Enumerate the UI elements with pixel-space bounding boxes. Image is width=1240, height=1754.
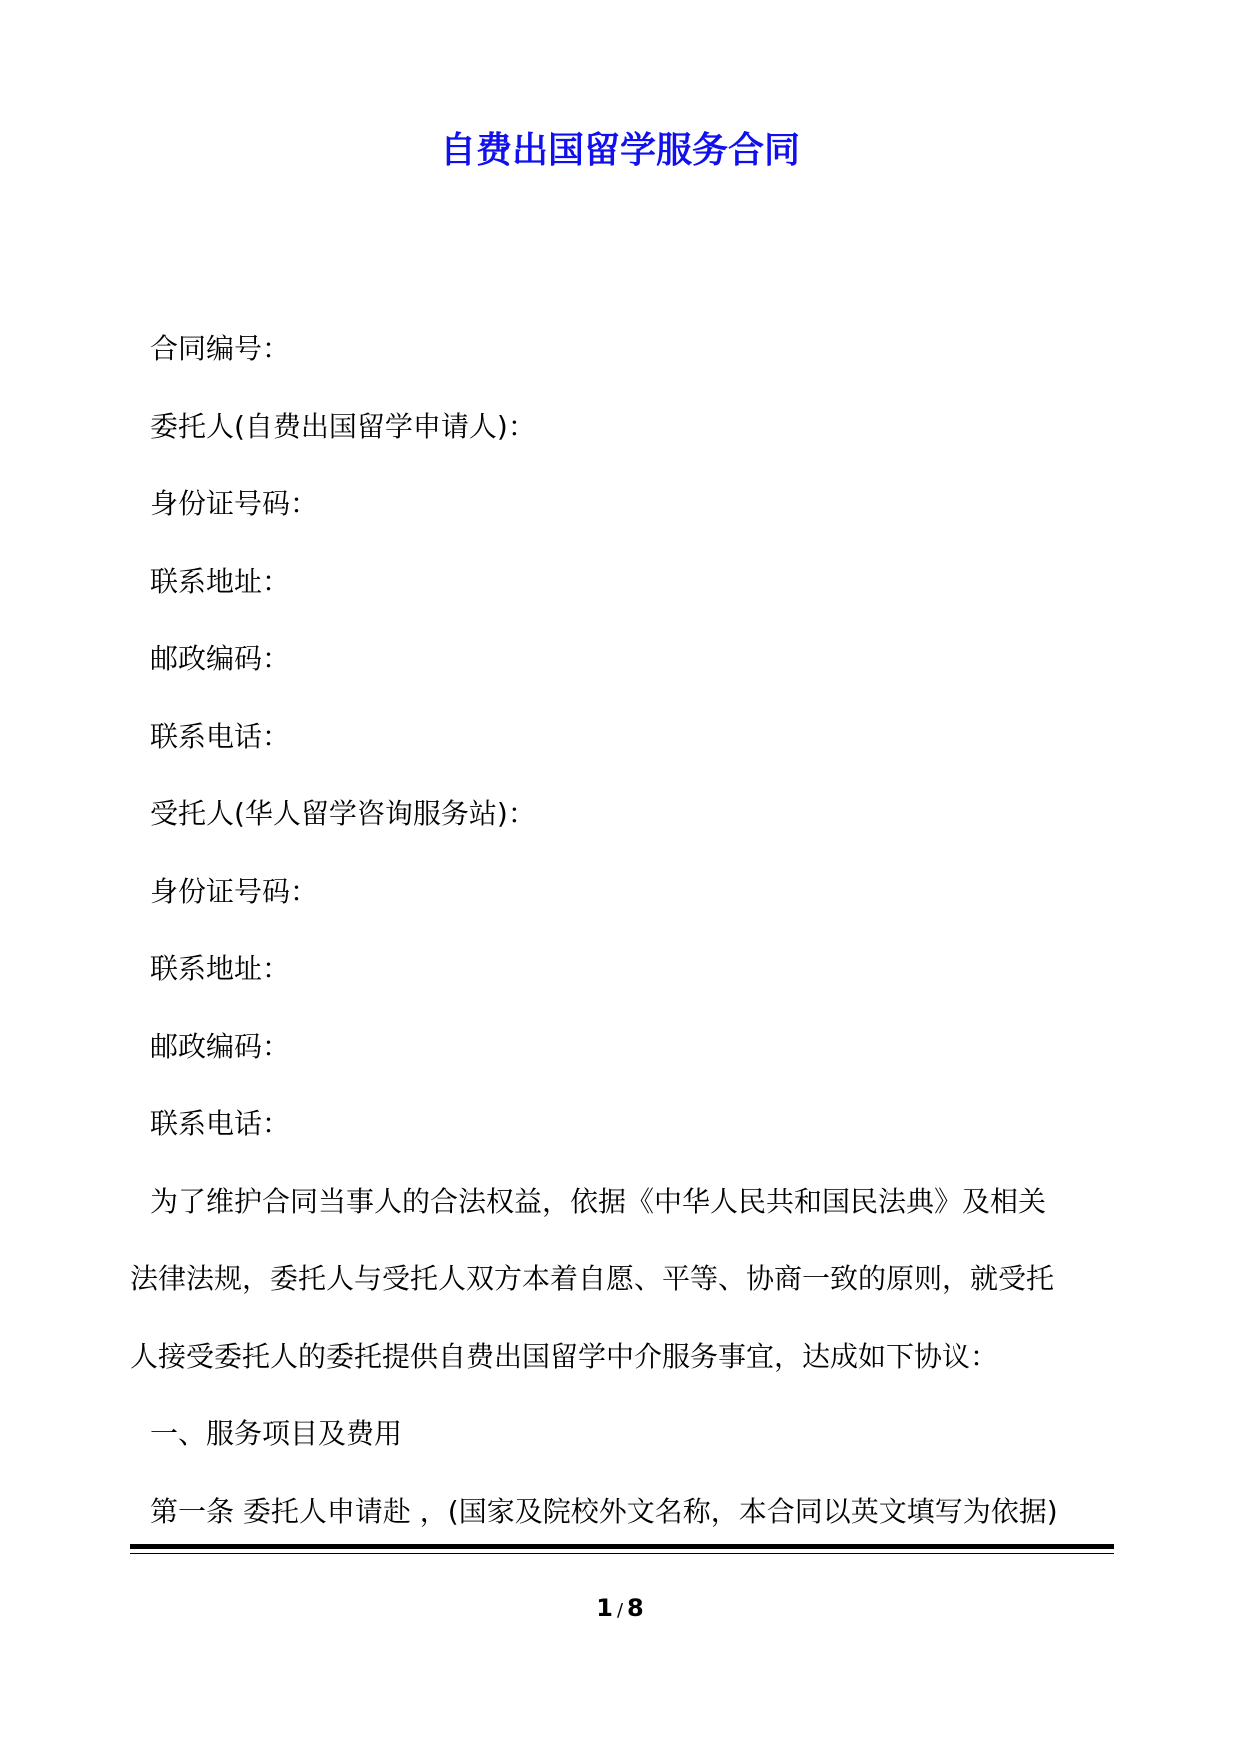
field-agent-phone: 联系电话： [150,1107,291,1140]
field-agent-address: 联系地址： [150,952,291,985]
intro-paragraph-line-3: 人接受委托人的委托提供自费出国留学中介服务事宜，达成如下协议： [130,1339,999,1373]
field-client: 委托人(自费出国留学申请人)： [150,409,536,443]
footer-rule-thick [130,1544,1114,1549]
field-client-id-number: 身份证号码： [150,487,319,520]
field-client-address: 联系地址： [150,564,291,598]
article-1-text: 第一条 委托人申请赴 ，(国家及院校外文名称，本合同以英文填写为依据) [150,1494,1058,1528]
document-body [130,310,1116,1550]
field-agent-id-number: 身份证号码： [150,874,319,908]
page-total: 8 [627,1594,644,1622]
intro-paragraph-line-1: 为了维护合同当事人的合法权益，依据《中华人民共和国民法典》及相关 [150,1184,1047,1218]
page-separator: / [616,1600,624,1621]
section-heading: 一、服务项目及费用 [150,1417,403,1450]
page-number [0,1588,1240,1631]
field-client-postal-code: 邮政编码： [150,642,291,675]
document-title: 自费出国留学服务合同 [439,130,800,171]
field-contract-number: 合同编号： [150,332,291,365]
field-agent: 受托人(华人留学咨询服务站)： [150,797,536,830]
intro-paragraph-line-2: 法律法规，委托人与受托人双方本着自愿、平等、协商一致的原则，就受托 [130,1262,1055,1295]
page-current: 1 [596,1594,613,1622]
field-client-phone: 联系电话： [150,719,291,753]
footer-rule-thin [130,1553,1114,1554]
field-agent-postal-code: 邮政编码： [150,1029,291,1063]
